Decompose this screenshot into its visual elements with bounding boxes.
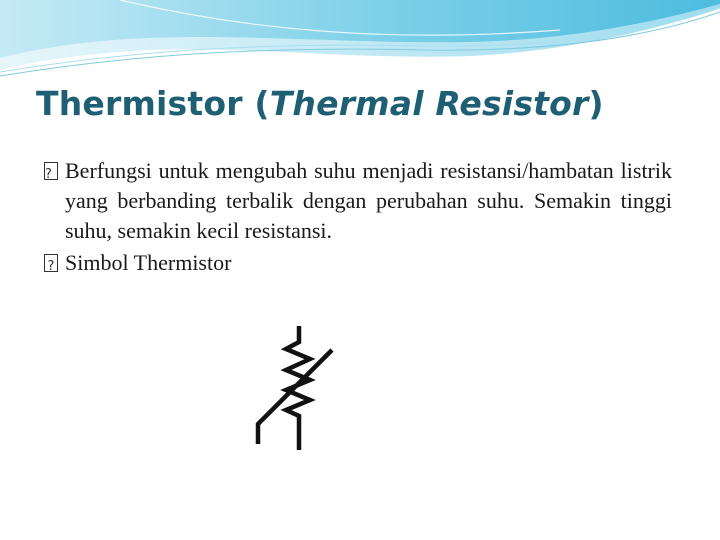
- header-wave-decoration: [0, 0, 720, 90]
- bullet-list: [44, 156, 672, 278]
- bullet-item-symbol: [44, 248, 672, 278]
- missing-glyph-box-icon: [44, 254, 58, 272]
- missing-glyph-box-icon: [44, 162, 58, 180]
- title-prefix: Thermistor (: [36, 84, 270, 123]
- title-italic: Thermal Resistor: [269, 84, 589, 123]
- bullet-text: Berfungsi untuk mengubah suhu menjadi resistansi/hambatan listrik yang berbanding terbalik dengan perubahan suhu. Semakin tinggi suhu, semakin kecil resistansi.: [65, 158, 672, 243]
- thermistor-symbol-icon: [250, 322, 345, 454]
- bullet-item-description: [44, 156, 672, 246]
- slide-title: [36, 84, 604, 123]
- title-suffix: ): [588, 84, 604, 123]
- bullet-text: Simbol Thermistor: [65, 250, 232, 275]
